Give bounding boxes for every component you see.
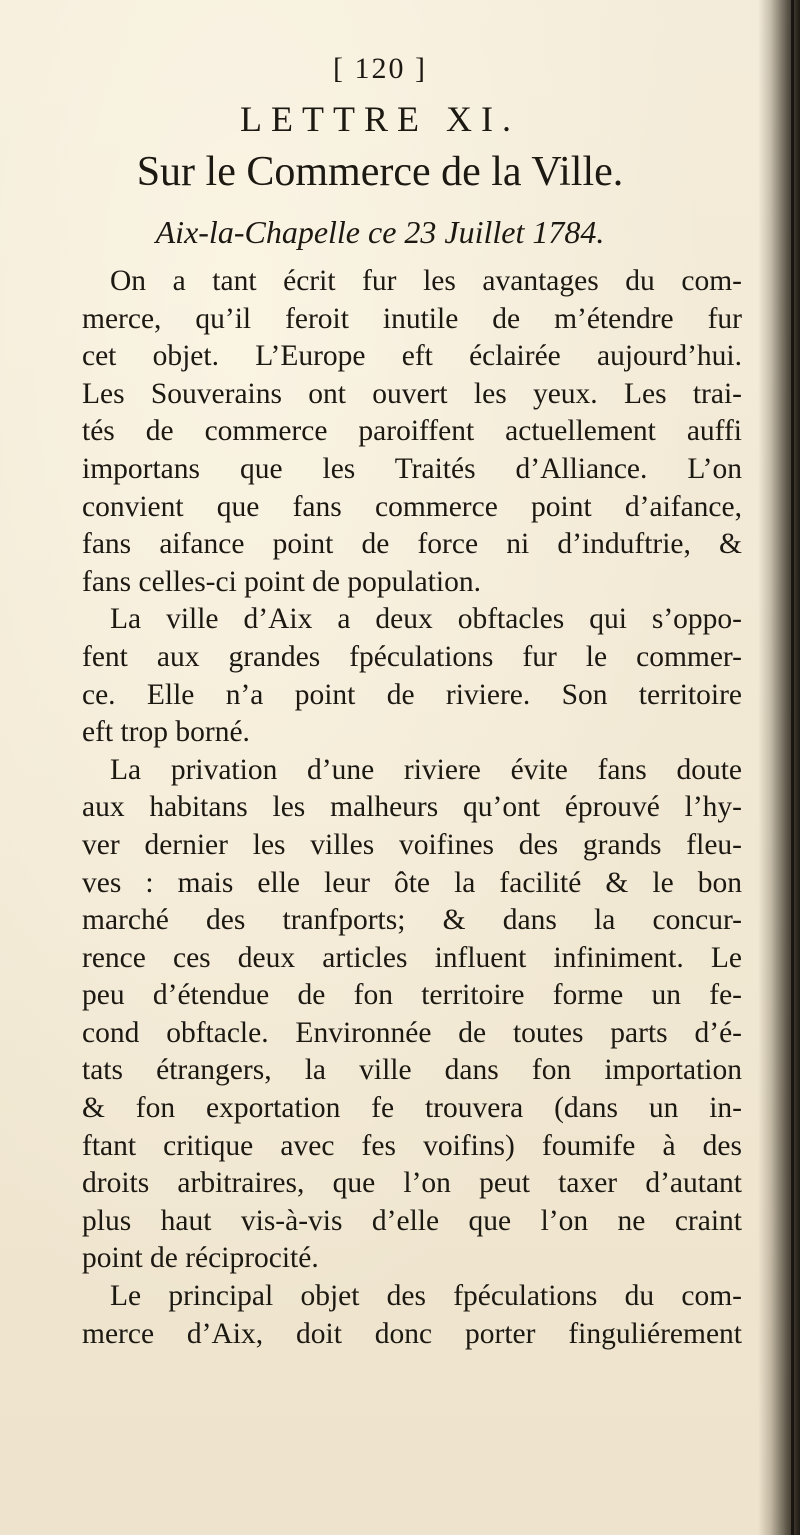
text-line: fans aifance point de force ni d’induftrie, &	[82, 528, 742, 561]
page-number: [ 120 ]	[333, 52, 427, 85]
text-line: plus haut vis-à-vis d’elle que l’on ne craint	[82, 1204, 742, 1237]
text-line: point de réciprocité.	[82, 1242, 319, 1275]
text-line: ver dernier les villes voifines des grands fleu-	[82, 828, 742, 861]
text-line: cet objet. L’Europe eft éclairée aujourd’hui.	[82, 340, 742, 373]
text-line: eft trop borné.	[82, 716, 250, 749]
text-line: ftant critique avec fes voifins) foumife à des	[82, 1129, 742, 1162]
text-line: merce, qu’il feroit inutile de m’étendre fur	[82, 302, 742, 335]
letter-heading: LETTRE XI.	[240, 99, 520, 139]
text-line: La ville d’Aix a deux obftacles qui s’oppo-	[110, 603, 742, 636]
text-line: droits arbitraires, que l’on peut taxer d’autant	[82, 1167, 742, 1200]
text-line: rence ces deux articles influent infiniment. Le	[82, 941, 742, 974]
dateline: Aix-la-Chapelle ce 23 Juillet 1784.	[155, 214, 605, 250]
text-line: cond obftacle. Environnée de toutes parts d’é-	[82, 1016, 742, 1049]
text-line: merce d’Aix, doit donc porter finguliérement	[82, 1317, 742, 1350]
text-line: Le principal objet des fpéculations du com-	[110, 1280, 742, 1313]
body-text	[82, 263, 742, 1353]
text-line: On a tant écrit fur les avantages du com-	[110, 265, 742, 297]
text-line: marché des tranfports; & dans la concur-	[82, 904, 742, 937]
text-line: fans celles-ci point de population.	[82, 565, 481, 598]
letter-subject: Sur le Commerce de la Ville.	[136, 149, 624, 195]
text-line: ce. Elle n’a point de riviere. Son territoire	[82, 678, 742, 711]
text-line: & fon exportation fe trouvera (dans un in-	[82, 1092, 742, 1125]
text-line: importans que les Traités d’Alliance. L’on	[82, 452, 742, 485]
text-line: aux habitans les malheurs qu’ont éprouvé l’hy-	[82, 791, 742, 824]
text-line: fent aux grandes fpéculations fur le commer-	[82, 640, 742, 673]
page-edge-line	[791, 0, 794, 1535]
text-line: convient que fans commerce point d’aifance,	[82, 490, 742, 523]
text-line: tés de commerce paroiffent actuellement auffi	[82, 415, 742, 448]
text-line: La privation d’une riviere évite fans doute	[110, 753, 742, 786]
text-line: ves : mais elle leur ôte la facilité & le bon	[82, 866, 742, 899]
text-line: peu d’étendue de fon territoire forme un fe-	[82, 979, 742, 1012]
text-line: Les Souverains ont ouvert les yeux. Les trai-	[82, 377, 742, 410]
text-line: tats étrangers, la ville dans fon importation	[82, 1054, 742, 1087]
